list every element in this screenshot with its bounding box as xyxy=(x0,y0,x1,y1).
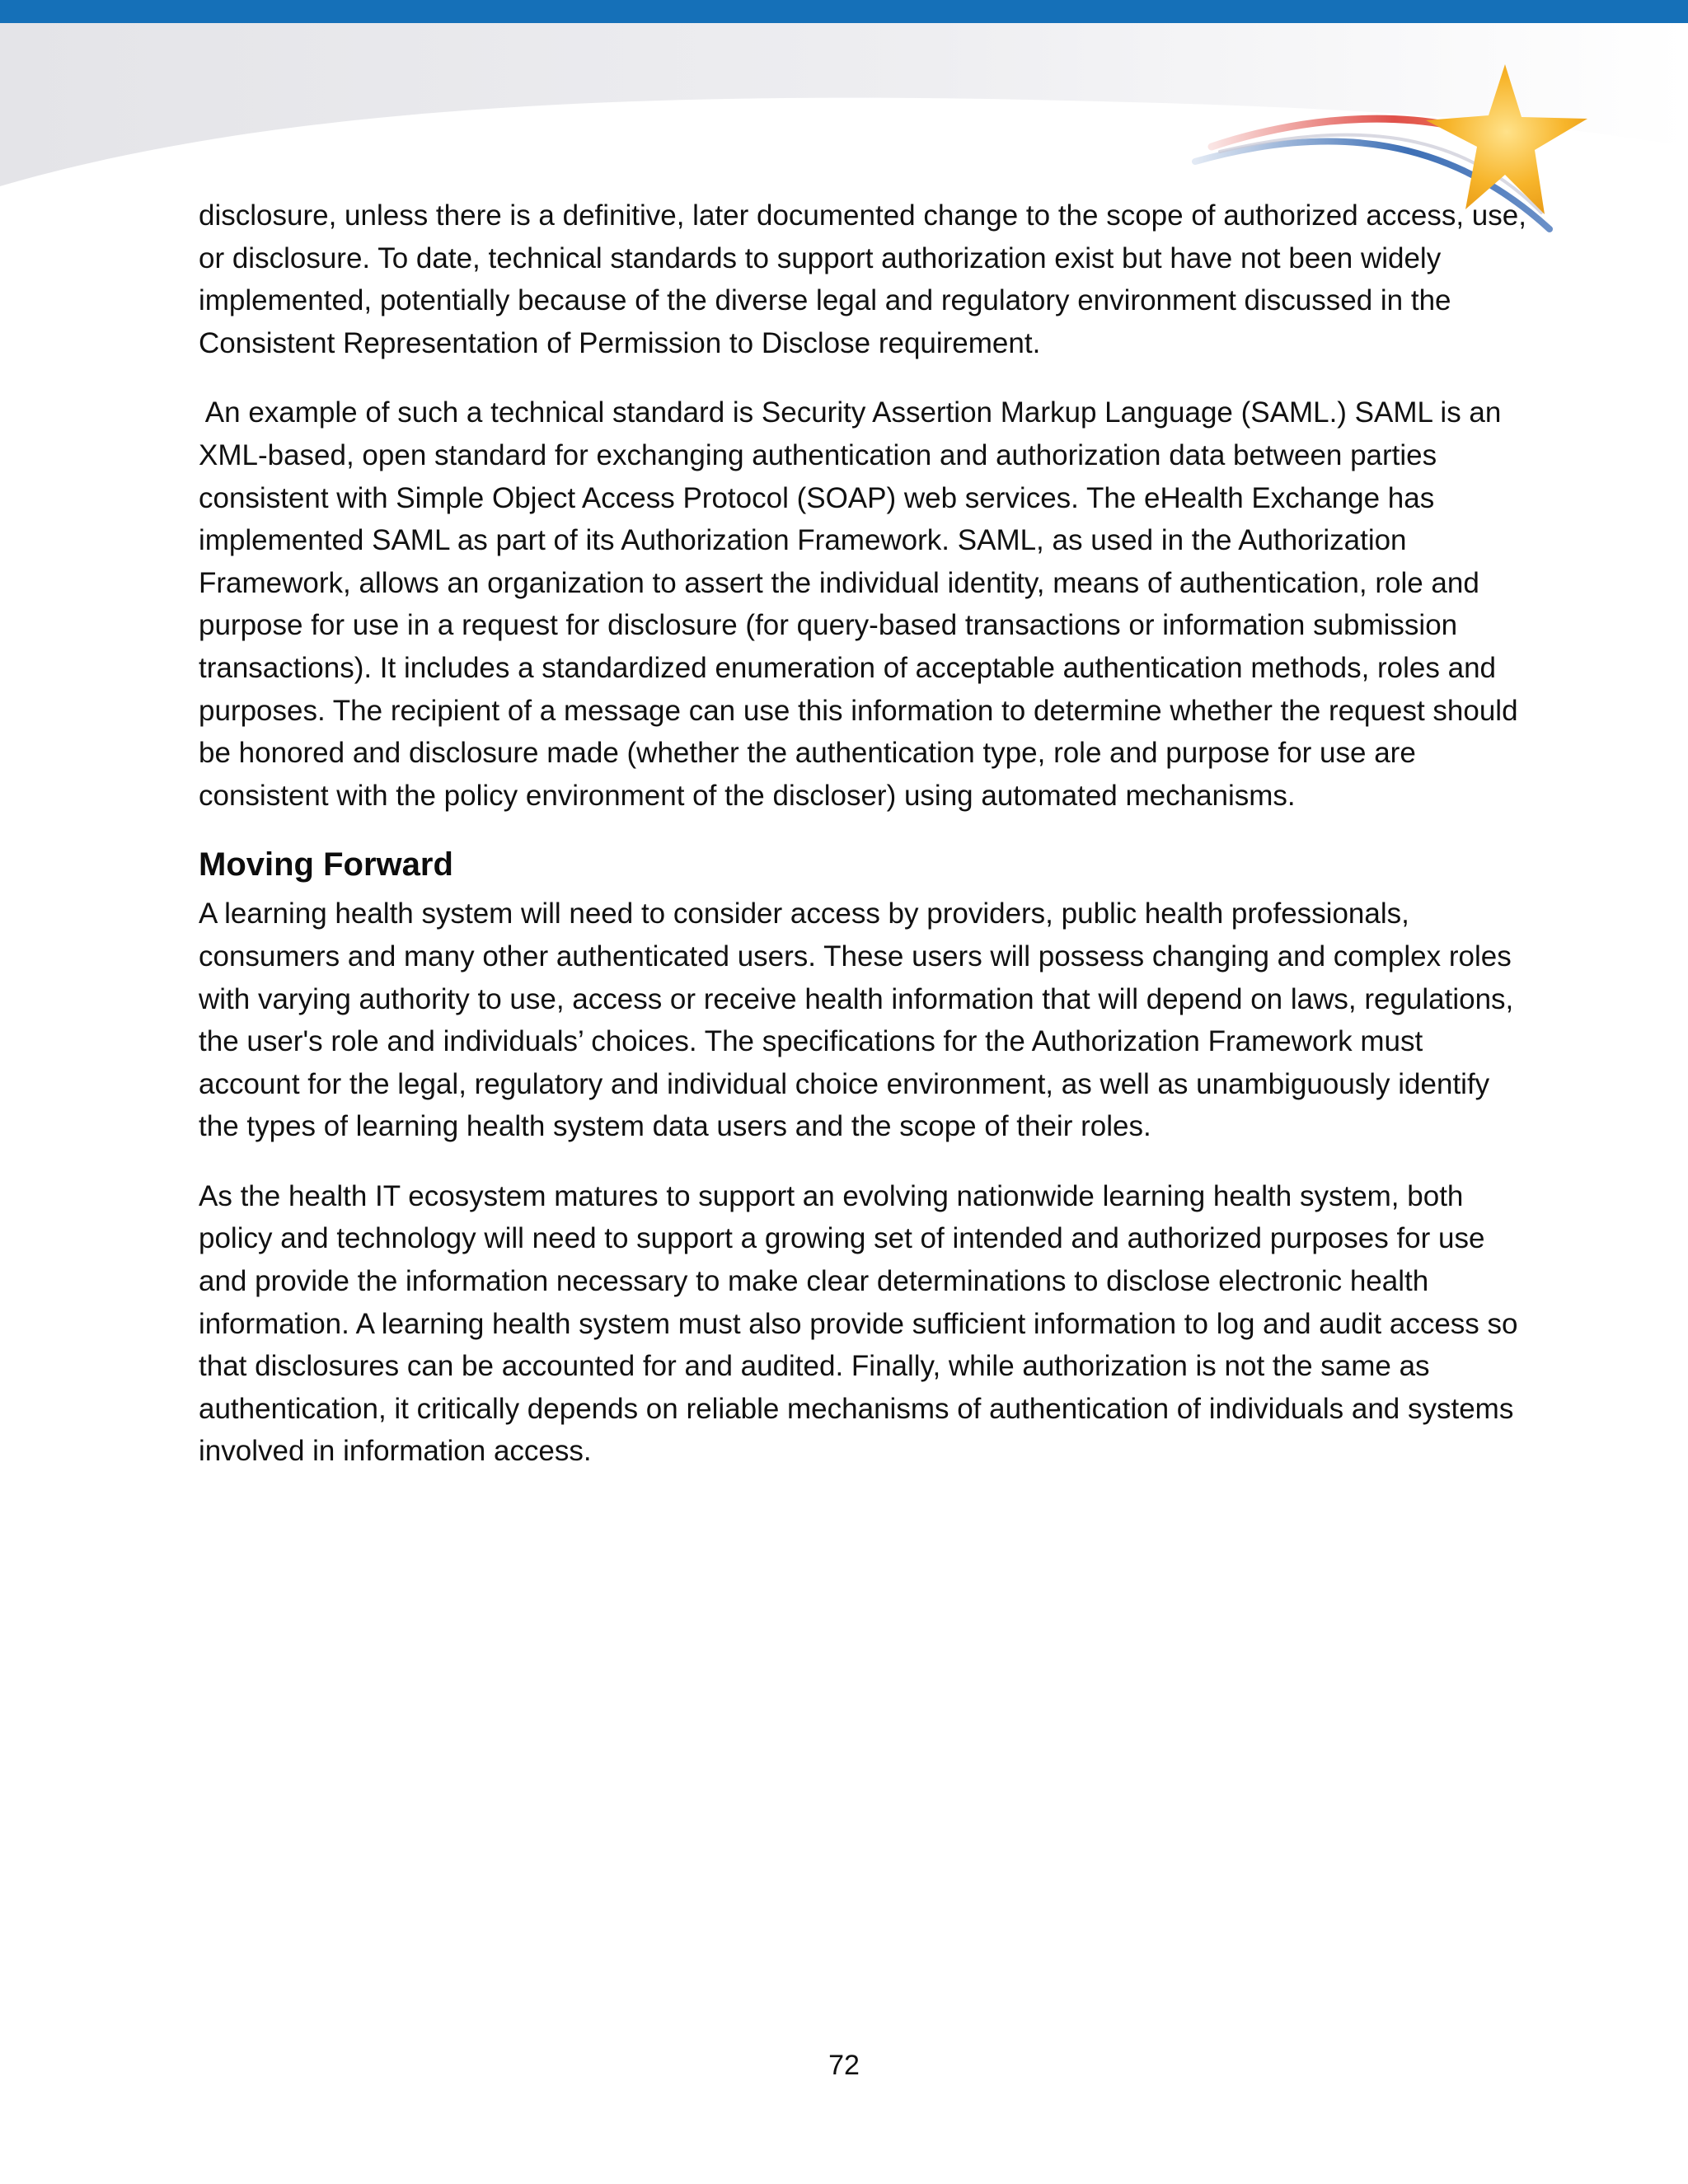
paragraph-ecosystem-matures xyxy=(199,1175,1518,1473)
text-line: or disclosure. To date, technical standards to support authorization exist but have not been widely xyxy=(199,241,1442,274)
text-line: account for the legal, regulatory and individual choice environment, as well as unambiguously identify xyxy=(199,1067,1490,1100)
text-line: the user's role and individuals’ choices. The specifications for the Authorization Framework must xyxy=(199,1025,1423,1058)
text-line: XML-based, open standard for exchanging authentication and authorization data between parties xyxy=(199,438,1437,471)
text-line: consistent with the policy environment of the discloser) using automated mechanisms. xyxy=(199,779,1296,812)
text-line: involved in information access. xyxy=(199,1435,592,1468)
text-line: disclosure, unless there is a definitive, later documented change to the scope of authorized access, use, xyxy=(199,199,1526,232)
text-line: A learning health system will need to consider access by providers, public health professionals, xyxy=(199,898,1409,930)
text-line: policy and technology will need to support a growing set of intended and authorized purposes for use xyxy=(199,1222,1485,1255)
text-line: Framework, allows an organization to assert the individual identity, means of authentication, role and xyxy=(199,566,1479,599)
text-line: Consistent Representation of Permission to Disclose requirement. xyxy=(199,326,1041,359)
paragraph-learning-health-access xyxy=(199,893,1514,1148)
text-line: information. A learning health system must also provide sufficient information to log and audit access so xyxy=(199,1307,1518,1340)
text-line: An example of such a technical standard is Security Assertion Markup Language (SAML.) SAML is an xyxy=(199,396,1502,429)
text-line: and provide the information necessary to make clear determinations to disclose electronic health xyxy=(199,1265,1429,1298)
text-line: purposes. The recipient of a message can use this information to determine whether the request should xyxy=(199,694,1518,727)
text-line: consistent with Simple Object Access Protocol (SOAP) web services. The eHealth Exchange has xyxy=(199,481,1435,514)
text-line: As the health IT ecosystem matures to support an evolving nationwide learning health system, both xyxy=(199,1179,1464,1212)
document-body xyxy=(199,194,1526,1500)
text-line: with varying authority to use, access or receive health information that will depend on laws, regulations, xyxy=(199,982,1514,1015)
text-line: that disclosures can be accounted for and audited. Finally, while authorization is not the same as xyxy=(199,1350,1430,1383)
section-heading: Moving Forward xyxy=(199,846,453,883)
paragraph-authorization-standards xyxy=(199,194,1526,364)
text-line: implemented, potentially because of the diverse legal and regulatory environment discussed in the xyxy=(199,284,1451,317)
text-line: implemented SAML as part of its Authorization Framework. SAML, as used in the Authorization xyxy=(199,524,1407,557)
paragraph-saml-example xyxy=(199,391,1518,817)
text-line: transactions). It includes a standardized enumeration of acceptable authentication methods, roles and xyxy=(199,651,1497,684)
text-line: be honored and disclosure made (whether the authentication type, role and purpose for use are xyxy=(199,737,1416,770)
page-number: 72 xyxy=(828,2050,860,2081)
header-band xyxy=(0,0,1688,23)
text-line: the types of learning health system data users and the scope of their roles. xyxy=(199,1110,1151,1143)
text-line: authentication, it critically depends on reliable mechanisms of authentication of individuals and systems xyxy=(199,1392,1514,1425)
text-line: consumers and many other authenticated users. These users will possess changing and complex roles xyxy=(199,940,1512,972)
text-line: purpose for use in a request for disclosure (for query-based transactions or information submission xyxy=(199,609,1458,642)
